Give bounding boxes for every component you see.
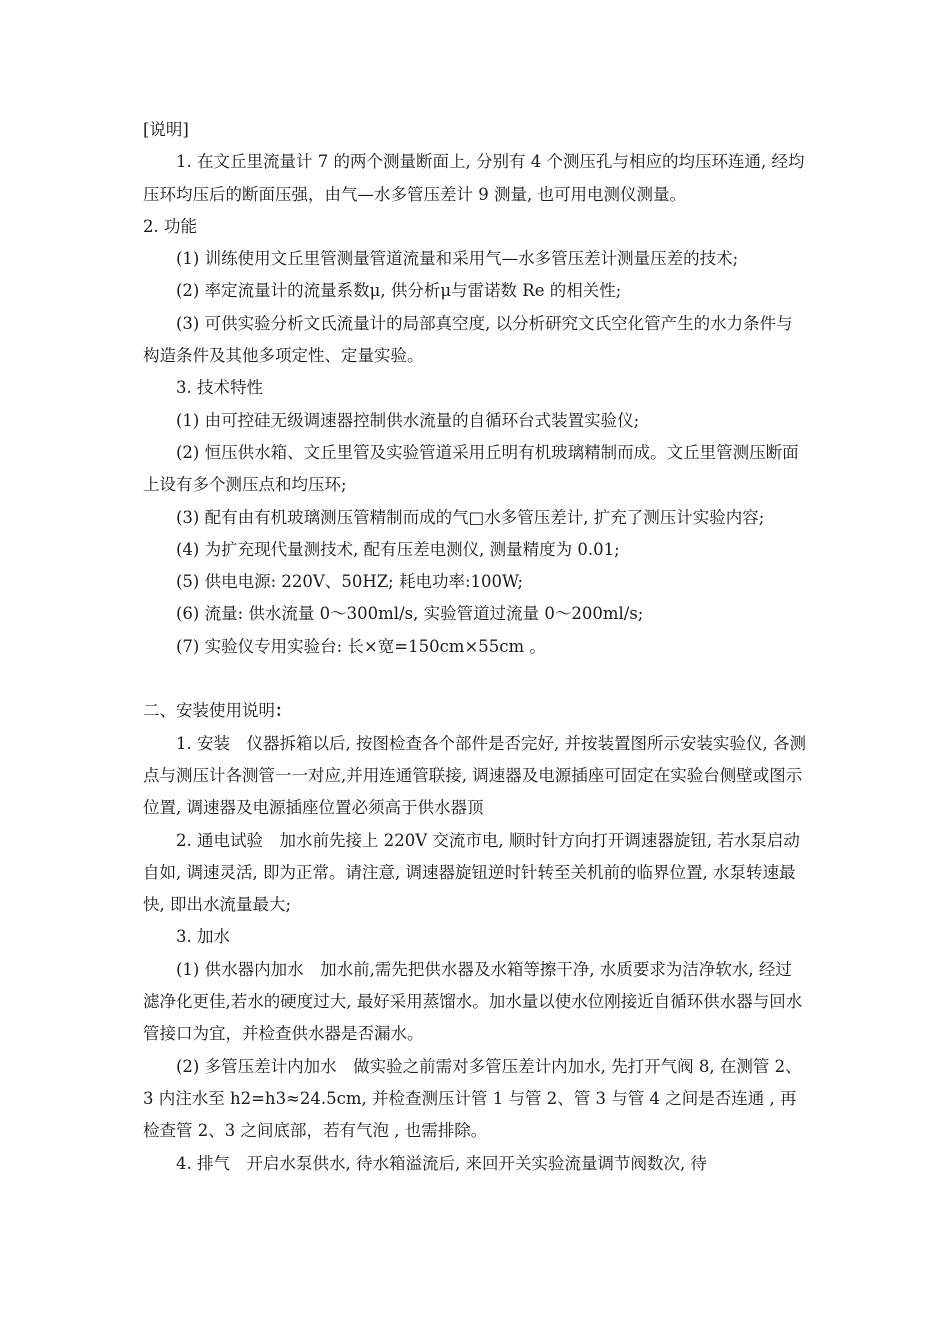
paragraph-venturi-description: 1. 在文丘里流量计 7 的两个测量断面上, 分别有 4 个测压孔与相应的均压环连通, 经均压环均压后的断面压强，由气—水多管压差计 9 测量, 也可用电测仪测量。 <box>143 152 805 204</box>
list-item-feature-7: (7) 实验仪专用实验台: 长×宽=150cm×55cm 。 <box>176 636 546 656</box>
list-item-function-1: (1) 训练使用文丘里管测量管道流量和采用气—水多管压差计测量压差的技术; <box>176 249 739 269</box>
paragraph-install: 1. 安装 仪器拆箱以后, 按图检查各个部件是否完好, 并按装置图所示安装实验仪, 各测点与测压计各测管一一对应,并用连通管联接, 调速器及电源插座可固定在实验台侧壁或图示位置, 调速器及电源插座位置必须高于供水器顶 <box>143 733 806 818</box>
list-item-feature-1: (1) 由可控硅无级调速器控制供水流量的自循环台式装置实验仪; <box>176 410 640 430</box>
list-item-function-3: (3) 可供实验分析文氏流量计的局部真空度, 以分析研究文氏空化管产生的水力条件与构造条件及其他多项定性、定量实验。 <box>143 313 793 366</box>
blank-line <box>143 663 808 695</box>
heading-installation <box>143 695 808 727</box>
document-body <box>143 114 808 1180</box>
heading-add-water: 3. 加水 <box>176 927 230 947</box>
heading-function: 2. 功能 <box>143 216 197 236</box>
paragraph-exhaust: 4. 排气 开启水泵供水, 待水箱溢流后, 来回开关实验流量调节阀数次, 待 <box>176 1153 707 1173</box>
section-label: [说明] <box>143 120 189 139</box>
list-item-feature-3: (3) 配有由有机玻璃测压管精制而成的气□水多管压差计, 扩充了测压计实验内容; <box>176 507 765 527</box>
paragraph-power-test: 2. 通电试验 加水前先接上 220V 交流市电, 顺时针方向打开调速器旋钮, 若水泵启动自如, 调速灵活, 即为正常。请注意, 调速器旋钮逆时针转至关机前的临界位置, 水泵转速最快, 即出水流量最大; <box>143 830 800 915</box>
list-item-function-2: (2) 率定流量计的流量系数μ, 供分析μ与雷诺数 Re 的相关性; <box>176 281 622 301</box>
heading-installation-text: 二、安装使用说明 <box>143 701 275 721</box>
list-item-feature-4: (4) 为扩充现代量测技术, 配有压差电测仪, 测量精度为 0.01; <box>176 539 620 559</box>
list-item-feature-6: (6) 流量: 供水流量 0～300ml/s, 实验管道过流量 0～200ml/s; <box>176 604 644 624</box>
paragraph-add-water-supply: (1) 供水器内加水 加水前,需先把供水器及水箱等擦干净, 水质要求为洁净软水, 经过滤净化更佳,若水的硬度过大, 最好采用蒸馏水。加水量以使水位刚接近自循环供水器与回水管接口为宜，并检查供水器是否漏水。 <box>143 959 803 1044</box>
heading-technical-features: 3. 技术特性 <box>176 378 263 398</box>
paragraph-add-water-manometer: (2) 多管压差计内加水 做实验之前需对多管压差计内加水, 先打开气阀 8, 在测管 2、3 内注水至 h2=h3≈24.5cm, 并检查测压计管 1 与管 2、管 3 与管 4 之间是否连通 , 再检查管 2、3 之间底部，若有气泡 , 也需排除。 <box>143 1056 802 1141</box>
list-item-feature-5: (5) 供电电源: 220V、50HZ; 耗电功率:100W; <box>176 572 524 592</box>
list-item-feature-2: (2) 恒压供水箱、文丘里管及实验管道采用丘明有机玻璃精制而成。文丘里管测压断面上设有多个测压点和均压环; <box>143 442 799 495</box>
heading-installation-colon: ： <box>275 701 292 721</box>
